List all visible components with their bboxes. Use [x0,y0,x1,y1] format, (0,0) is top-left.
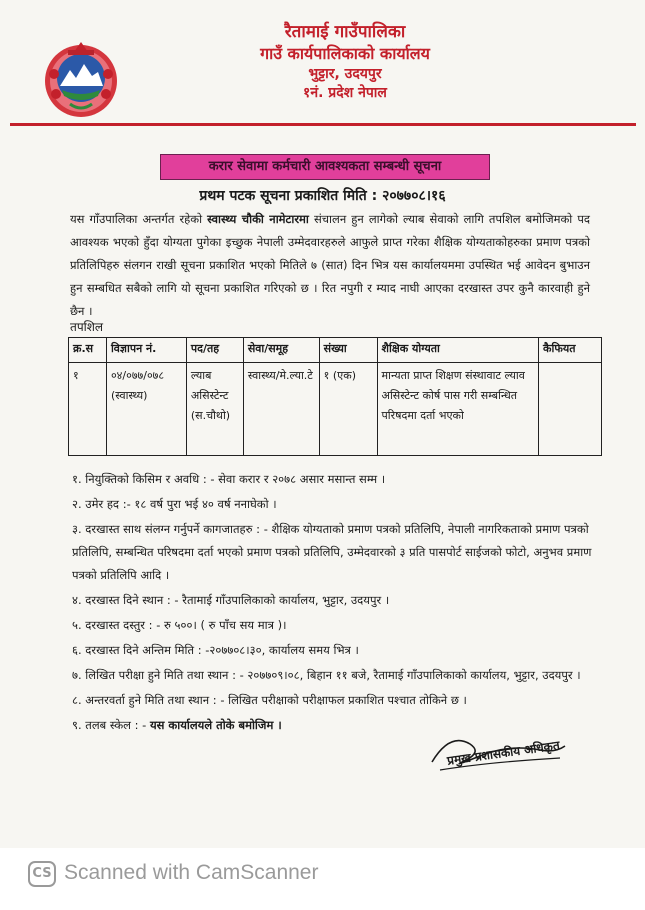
point-8: ८. अन्तरवर्ता हुने मिति तथा स्थान : - लिखित परीक्षाको परीक्षाफल प्रकाशित पश्चात तोकिने छ । [72,693,467,707]
notice-points [72,468,600,739]
post-line-1: ल्याब [190,369,212,382]
health-post-name: स्वास्थ्य चौकी नामेटारमा [207,212,309,226]
point-2: २. उमेर हद :- १८ वर्ष पुरा भई ४० वर्ष ननाघेको । [72,497,277,511]
header-count: संख्या [319,338,377,363]
notice-paragraph [70,208,590,323]
notice-title: करार सेवामा कर्मचारी आवश्यकता सम्बन्धी सूचना [160,154,490,180]
paragraph-intro: यस गाँउपालिका अन्तर्गत रहेको [70,212,208,226]
header-divider [10,123,636,126]
cell-advertisement-no [106,363,186,456]
province-name: १नं. प्रदेश नेपाल [303,85,387,101]
adv-category: (स्वास्थ्य) [110,389,148,402]
municipality-name: रैतामाई गाउँपालिका [284,22,406,42]
office-name: गाउँ कार्यपालिकाको कार्यालय [260,44,430,63]
cell-qualification: मान्यता प्राप्त शिक्षण संस्थावाट ल्याव असिस्टेन्ट कोर्ष पास गरी सम्बन्धित परिषदमा दर्ता भएको [377,363,539,456]
publication-date: प्रथम पटक सूचना प्रकाशित मिति : २०७७०८।१६ [199,188,446,204]
point-1: १. नियुक्तिको किसिम र अवधि : - सेवा करार र २०७८ असार मसान्त सम्म । [72,472,386,486]
paragraph-body: संचालन हुन लागेको ल्याब सेवाको लागि तपशिल बमोजिमको पद आवश्यक भएको हुँदा योग्यता पुगेका इच्छुक नेपाली उम्मेदवारहरुले आफुले प्राप्त गरेका शैक्षिक योग्यताकोहरुका प्रमाण पत्रको प्रतिलिपिहरु संलगन राखी सूचना प्रकाशित भएको मितिले ७ (सात) दिन भित्र यस कार्यालयममा उपस्थित भई आवेदन बुभाउन हुन सम्बधित सबैको लागि यो सूचना प्रकाशित गरिएको छ । रित नपुगी र म्याद नाघी आएका दरखास्त उपर कुनै कारवाही हुने छैन । [70,212,591,318]
office-header [200,22,490,103]
table-header-row [69,338,602,363]
point-9-label: ९. तलब स्केल : - [72,718,150,732]
post-line-3: (स.चौथो) [190,409,231,422]
cell-serial: १ [69,363,107,456]
table-row [69,363,602,456]
point-6: ६. दरखास्त दिने अन्तिम मिति : -२०७७०८।३०, कार्यालय समय भित्र । [72,643,359,657]
header-service-group: सेवा/समूह [243,338,319,363]
cell-post [186,363,243,456]
camscanner-watermark [28,858,388,894]
adv-number: ०४/०७७/०७८ [110,369,165,382]
point-3: ३. दरखास्त साथ संलग्न गर्नुपर्ने कागजातहरु : - शैक्षिक योग्यताको प्रमाण पत्रको प्रतिलिपि, नेपाली नागरिकताको प्रमाण पत्रको प्रतिलिपि, सम्बन्धित परिषदमा दर्ता भएको प्रमाण पत्रको प्रतिलिपि, उम्मेदवारको ३ प्रति पासपोर्ट साईजको फोटो, अनुभव प्रमाण पत्रको प्रतिलिपि आदि । [72,522,592,582]
cell-remarks [539,363,602,456]
post-line-2: असिस्टेन्ट [190,389,229,402]
header-serial: क्र.स [69,338,107,363]
header-advertisement-no: विज्ञापन नं. [106,338,186,363]
header-post: पद/तह [186,338,243,363]
camscanner-text: Scanned with CamScanner [64,861,319,884]
point-7: ७. लिखित परीक्षा हुने मिति तथा स्थान : - २०७७०९।०८, बिहान ११ बजे, रैतामाई गाँउपालिकाको कार्यालय, भुट्टार, उदयपुर । [72,668,581,682]
vacancy-table [68,337,602,456]
camscanner-logo-icon: CS [28,861,56,887]
point-5: ५. दरखास्त दस्तुर : - रु ५००। ( रु पाँच सय मात्र )। [72,618,287,632]
header-remarks: कैफियत [539,338,602,363]
nepal-emblem-logo [40,38,122,120]
cell-count: १ (एक) [319,363,377,456]
cell-service-group: स्वास्थ्य/मे.ल्या.टे [243,363,319,456]
details-label: तपशिल [70,320,104,334]
header-qualification: शैक्षिक योग्यता [377,338,539,363]
point-4: ४. दरखास्त दिने स्थान : - रैतामाई गाँउपालिकाको कार्यालय, भुट्टार, उदयपुर । [72,593,390,607]
point-9-value: यस कार्यालयले तोके बमोजिम । [149,718,282,732]
signatory-title: प्रमुख प्रशासकीय अधिकृत [446,738,561,768]
office-address: भुट्टार, उदयपुर [308,66,382,82]
